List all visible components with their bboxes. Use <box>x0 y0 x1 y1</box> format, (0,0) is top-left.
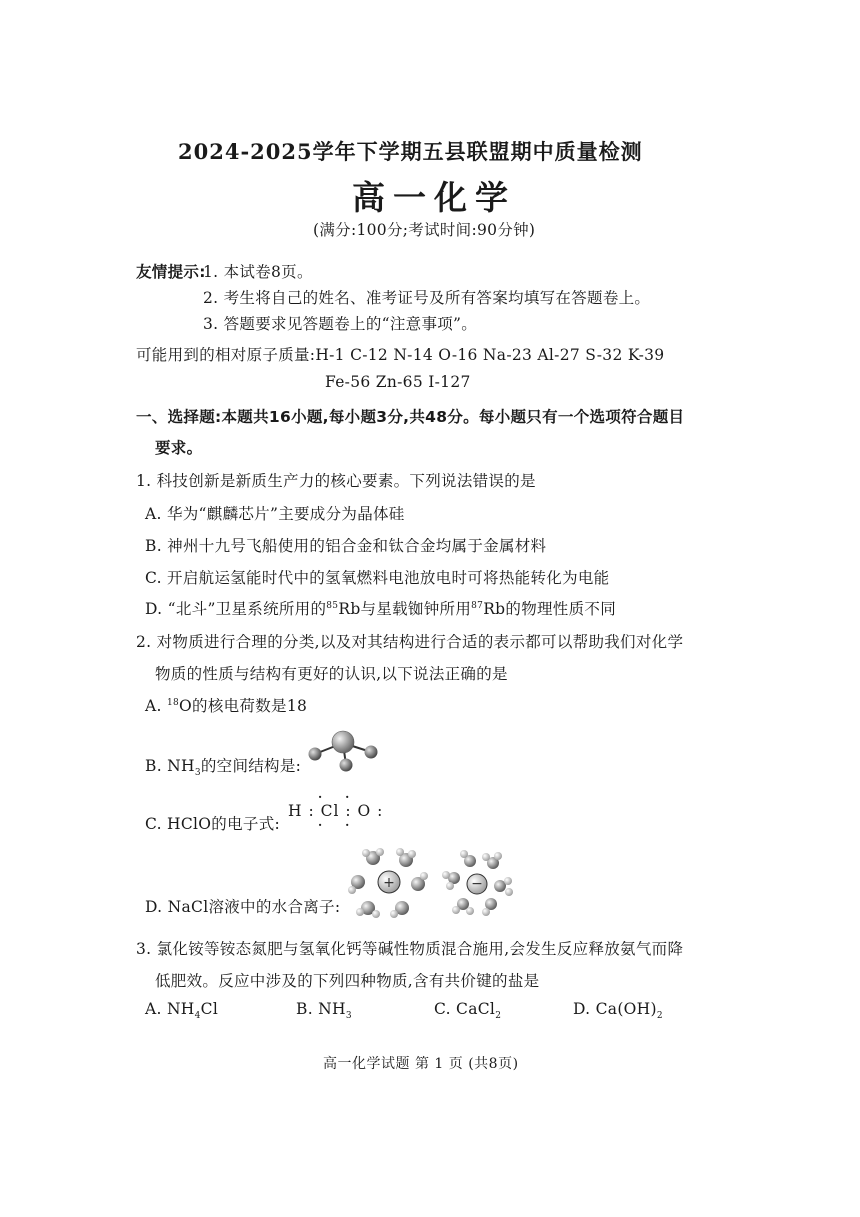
atomic-masses-line1: 可能用到的相对原子质量:H-1 C-12 N-14 O-16 Na-23 Al-27 S-32 K-39 <box>136 346 665 364</box>
page-footer: 高一化学试题 第 1 页 (共8页) <box>323 1056 519 1072</box>
q2-a-mass: 18 <box>166 697 180 708</box>
q1-option-c[interactable]: C. 开启航运氢能时代中的氢氧燃料电池放电时可将热能转化为电能 <box>145 569 610 587</box>
q2-option-b[interactable] <box>145 754 301 778</box>
q2-option-a[interactable] <box>145 694 307 716</box>
q3-b-text: B. NH <box>296 1000 346 1018</box>
q1-d-mass1: 85 <box>326 600 339 611</box>
q3-d-text: D. Ca(OH) <box>573 1000 657 1018</box>
q3-d-sub: 2 <box>656 1011 663 1022</box>
sodium-hydrated-ion <box>348 848 428 918</box>
q1-option-d[interactable] <box>145 597 616 619</box>
svg-text:+: + <box>383 875 395 891</box>
tip-item: 3. 答题要求见答题卷上的“注意事项”。 <box>203 315 478 333</box>
q2-a-text: O的核电荷数是18 <box>179 697 308 715</box>
q2-b-text: 的空间结构是: <box>200 757 302 775</box>
q2-option-c[interactable]: C. HClO的电子式: <box>145 815 281 833</box>
exam-title: 2024-2025学年下学期五县联盟期中质量检测 <box>178 139 643 164</box>
q3-b-sub: 3 <box>345 1011 352 1022</box>
q3-option-d[interactable] <box>573 1000 663 1021</box>
tip-item: 2. 考生将自己的姓名、准考证号及所有答案均填写在答题卷上。 <box>203 289 651 307</box>
q3-stem: 3. 氯化铵等铵态氮肥与氢氧化钙等碱性物质混合施用,会发生反应释放氨气而降 <box>136 940 684 958</box>
q3-a-text: A. NH <box>145 1000 195 1018</box>
q2-b-sub: 3 <box>194 768 201 779</box>
q3-option-b[interactable] <box>296 1000 352 1021</box>
nh3-ball-stick-model <box>303 728 383 774</box>
q3-option-a[interactable] <box>145 1000 218 1021</box>
svg-text:−: − <box>471 876 483 892</box>
q1-d-text: D. “北斗”卫星系统所用的 <box>145 600 327 618</box>
lone-pair-dots: ·· <box>318 790 373 804</box>
q3-c-text: C. CaCl <box>434 1000 496 1018</box>
q3-a-text: Cl <box>200 1000 219 1018</box>
subject-title: 高一化学 <box>352 178 516 217</box>
atomic-masses-line2: Fe-56 Zn-65 I-127 <box>325 373 471 391</box>
lone-pair-dots: ·· <box>318 818 373 832</box>
section-heading-cont: 要求。 <box>155 439 203 457</box>
section-heading: 一、选择题:本题共16小题,每小题3分,共48分。每小题只有一个选项符合题目 <box>136 408 685 426</box>
hclo-electron-formula: H : Cl : O : <box>288 802 384 820</box>
q2-b-text: B. NH <box>145 757 195 775</box>
q1-stem: 1. 科技创新是新质生产力的核心要素。下列说法错误的是 <box>136 472 536 490</box>
q1-d-text: Rb与星载铷钟所用 <box>338 600 472 618</box>
q1-d-text: Rb的物理性质不同 <box>483 600 616 618</box>
exam-info: (满分:100分;考试时间:90分钟) <box>313 221 536 239</box>
q1-option-a[interactable]: A. 华为“麒麟芯片”主要成分为晶体硅 <box>145 505 405 523</box>
q3-option-c[interactable] <box>434 1000 501 1021</box>
tips-label: 友情提示: <box>136 263 206 281</box>
q3-a-sub: 4 <box>194 1011 201 1022</box>
q1-option-b[interactable]: B. 神州十九号飞船使用的铝合金和钛合金均属于金属材料 <box>145 537 547 555</box>
q2-option-d[interactable]: D. NaCl溶液中的水合离子: <box>145 898 341 916</box>
q2-a-text: A. <box>145 697 167 715</box>
q2-stem: 2. 对物质进行合理的分类,以及对其结构进行合适的表示都可以帮助我们对化学 <box>136 633 684 651</box>
q2-stem-cont: 物质的性质与结构有更好的认识,以下说法正确的是 <box>155 665 508 683</box>
hydrated-ions-diagram <box>346 846 521 922</box>
q3-c-sub: 2 <box>495 1011 502 1022</box>
q3-stem-cont: 低肥效。反应中涉及的下列四种物质,含有共价键的盐是 <box>155 972 540 990</box>
chloride-hydrated-ion <box>442 850 513 916</box>
tip-item: 1. 本试卷8页。 <box>203 263 313 281</box>
q1-d-mass2: 87 <box>471 600 484 611</box>
